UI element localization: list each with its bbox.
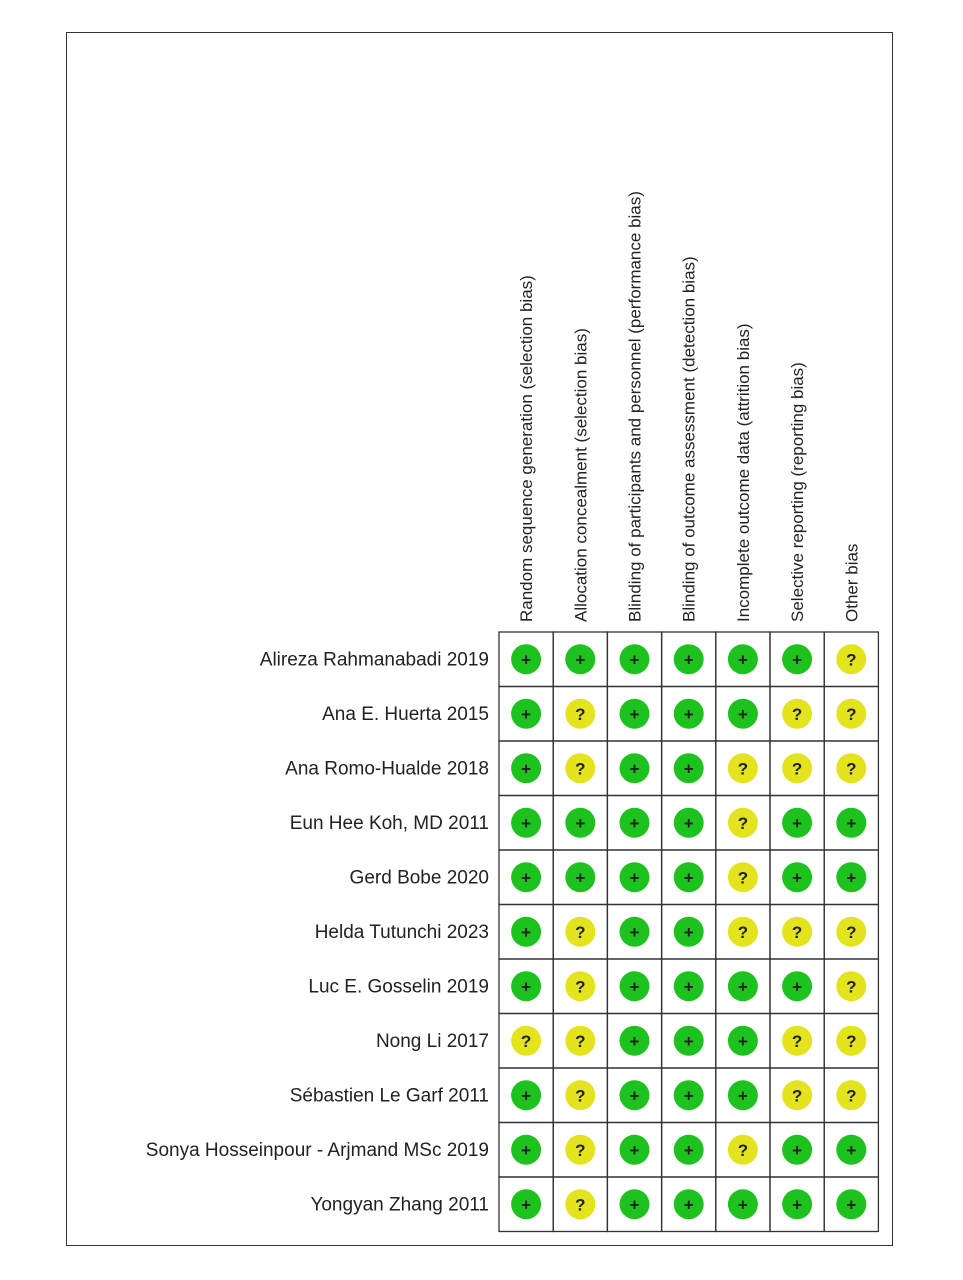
unclear-risk-marker: [782, 917, 812, 947]
low-risk-marker: [674, 1189, 704, 1219]
low-risk-marker: [511, 862, 541, 892]
marker-symbol: ?: [520, 1031, 532, 1051]
marker-symbol: +: [737, 1086, 748, 1106]
marker-symbol: +: [737, 1195, 748, 1215]
low-risk-marker: [782, 1135, 812, 1165]
low-risk-marker: [511, 808, 541, 838]
low-risk-marker: [836, 862, 866, 892]
marker-symbol: +: [629, 1086, 640, 1106]
unclear-risk-marker: [782, 1080, 812, 1110]
low-risk-marker: [674, 1026, 704, 1056]
marker-symbol: +: [521, 922, 532, 942]
low-risk-marker: [728, 1080, 758, 1110]
marker-symbol: ?: [846, 977, 857, 997]
marker-symbol: +: [521, 1195, 532, 1215]
marker-symbol: ?: [575, 1195, 586, 1215]
marker-symbol: +: [629, 1031, 640, 1051]
study-label-2: Ana Romo-Hualde 2018: [285, 758, 489, 780]
domain-header-5: Selective reporting (reporting bias): [788, 362, 808, 622]
study-label-3: Eun Hee Koh, MD 2011: [289, 812, 489, 834]
marker-symbol: +: [683, 704, 694, 724]
low-risk-marker: [728, 971, 758, 1001]
low-risk-marker: [620, 1080, 650, 1110]
unclear-risk-marker: [836, 753, 866, 783]
marker-symbol: +: [737, 977, 748, 997]
marker-symbol: +: [521, 1086, 532, 1106]
marker-symbol: +: [629, 1140, 640, 1160]
low-risk-marker: [836, 1135, 866, 1165]
marker-symbol: +: [792, 650, 803, 670]
unclear-risk-marker: [728, 862, 758, 892]
marker-symbol: +: [629, 868, 640, 888]
domain-headers: [517, 191, 861, 622]
low-risk-marker: [511, 971, 541, 1001]
unclear-risk-marker: [836, 971, 866, 1001]
unclear-risk-marker: [836, 699, 866, 729]
low-risk-marker: [674, 971, 704, 1001]
low-risk-marker: [511, 1135, 541, 1165]
study-label-5: Helda Tutunchi 2023: [314, 921, 489, 943]
domain-header-2: Blinding of participants and personnel (performance bias): [625, 191, 645, 622]
low-risk-marker: [728, 644, 758, 674]
domain-header-1: Allocation concealment (selection bias): [571, 328, 591, 622]
low-risk-marker: [620, 1189, 650, 1219]
marker-symbol: +: [629, 759, 640, 779]
marker-symbol: ?: [575, 1140, 586, 1160]
domain-header-6: Other bias: [842, 543, 862, 622]
study-label-9: Sonya Hosseinpour - Arjmand MSc 2019: [145, 1139, 489, 1161]
low-risk-marker: [620, 808, 650, 838]
low-risk-marker: [782, 971, 812, 1001]
low-risk-marker: [782, 1189, 812, 1219]
unclear-risk-marker: [728, 1135, 758, 1165]
marker-symbol: +: [737, 1031, 748, 1051]
study-label-0: Alireza Rahmanabadi 2019: [259, 649, 489, 671]
low-risk-marker: [674, 1080, 704, 1110]
unclear-risk-marker: [511, 1026, 541, 1056]
marker-symbol: ?: [846, 650, 857, 670]
marker-symbol: ?: [791, 759, 803, 779]
marker-symbol: ?: [575, 1086, 586, 1106]
low-risk-marker: [620, 971, 650, 1001]
study-label-7: Nong Li 2017: [375, 1030, 489, 1052]
marker-symbol: ?: [846, 1031, 857, 1051]
marker-symbol: ?: [575, 977, 586, 997]
low-risk-marker: [620, 644, 650, 674]
low-risk-marker: [728, 699, 758, 729]
low-risk-marker: [565, 862, 595, 892]
low-risk-marker: [565, 644, 595, 674]
marker-symbol: +: [737, 704, 748, 724]
marker-symbol: +: [683, 813, 694, 833]
judgement-grid: [499, 632, 878, 1232]
marker-symbol: +: [846, 868, 857, 888]
marker-symbol: +: [575, 868, 586, 888]
marker-symbol: ?: [737, 813, 749, 833]
marker-symbol: ?: [846, 1086, 857, 1106]
marker-symbol: ?: [575, 704, 586, 724]
marker-symbol: +: [629, 1195, 640, 1215]
unclear-risk-marker: [565, 753, 595, 783]
low-risk-marker: [620, 1135, 650, 1165]
unclear-risk-marker: [565, 971, 595, 1001]
domain-header-0: Random sequence generation (selection bias): [517, 275, 537, 622]
marker-symbol: +: [737, 650, 748, 670]
marker-symbol: ?: [575, 1031, 586, 1051]
marker-symbol: +: [629, 922, 640, 942]
low-risk-marker: [620, 917, 650, 947]
low-risk-marker: [674, 753, 704, 783]
marker-symbol: +: [521, 1140, 532, 1160]
marker-symbol: +: [521, 650, 532, 670]
unclear-risk-marker: [782, 699, 812, 729]
marker-symbol: ?: [846, 704, 857, 724]
marker-symbol: ?: [791, 704, 803, 724]
marker-symbol: ?: [737, 922, 749, 942]
marker-symbol: +: [683, 1140, 694, 1160]
marker-symbol: +: [629, 813, 640, 833]
unclear-risk-marker: [836, 917, 866, 947]
unclear-risk-marker: [728, 753, 758, 783]
study-label-6: Luc E. Gosselin 2019: [308, 976, 489, 998]
low-risk-marker: [782, 644, 812, 674]
unclear-risk-marker: [565, 1135, 595, 1165]
low-risk-marker: [782, 808, 812, 838]
domain-header-4: Incomplete outcome data (attrition bias): [733, 323, 753, 622]
marker-symbol: ?: [791, 922, 803, 942]
marker-symbol: +: [521, 868, 532, 888]
unclear-risk-marker: [782, 1026, 812, 1056]
marker-symbol: ?: [846, 759, 857, 779]
low-risk-marker: [674, 1135, 704, 1165]
low-risk-marker: [511, 1080, 541, 1110]
low-risk-marker: [511, 1189, 541, 1219]
low-risk-marker: [674, 917, 704, 947]
unclear-risk-marker: [565, 917, 595, 947]
study-label-4: Gerd Bobe 2020: [349, 867, 489, 889]
marker-symbol: +: [521, 704, 532, 724]
unclear-risk-marker: [728, 917, 758, 947]
unclear-risk-marker: [565, 1026, 595, 1056]
marker-symbol: +: [521, 813, 532, 833]
marker-symbol: +: [521, 977, 532, 997]
marker-symbol: +: [683, 759, 694, 779]
marker-symbol: +: [683, 650, 694, 670]
marker-symbol: +: [629, 704, 640, 724]
low-risk-marker: [511, 917, 541, 947]
low-risk-marker: [620, 862, 650, 892]
marker-symbol: +: [683, 1031, 694, 1051]
domain-header-3: Blinding of outcome assessment (detection bias): [679, 256, 699, 622]
low-risk-marker: [836, 1189, 866, 1219]
marker-symbol: +: [683, 977, 694, 997]
unclear-risk-marker: [565, 1189, 595, 1219]
marker-symbol: ?: [791, 1086, 803, 1106]
marker-symbol: ?: [575, 922, 586, 942]
marker-symbol: +: [683, 1195, 694, 1215]
marker-symbol: ?: [737, 759, 749, 779]
low-risk-marker: [511, 753, 541, 783]
unclear-risk-marker: [565, 1080, 595, 1110]
marker-symbol: ?: [737, 1140, 749, 1160]
unclear-risk-marker: [782, 753, 812, 783]
low-risk-marker: [674, 862, 704, 892]
study-label-1: Ana E. Huerta 2015: [322, 703, 489, 725]
unclear-risk-marker: [836, 1080, 866, 1110]
marker-symbol: +: [629, 977, 640, 997]
study-label-10: Yongyan Zhang 2011: [310, 1194, 489, 1216]
low-risk-marker: [620, 1026, 650, 1056]
low-risk-marker: [728, 1189, 758, 1219]
unclear-risk-marker: [565, 699, 595, 729]
low-risk-marker: [836, 808, 866, 838]
marker-symbol: +: [683, 868, 694, 888]
low-risk-marker: [511, 699, 541, 729]
study-labels: [146, 649, 489, 1215]
marker-symbol: +: [575, 813, 586, 833]
marker-symbol: ?: [791, 1031, 803, 1051]
low-risk-marker: [565, 808, 595, 838]
marker-symbol: +: [792, 1140, 803, 1160]
low-risk-marker: [728, 1026, 758, 1056]
marker-symbol: +: [846, 1195, 857, 1215]
unclear-risk-marker: [836, 1026, 866, 1056]
marker-symbol: +: [846, 1140, 857, 1160]
marker-symbol: +: [683, 1086, 694, 1106]
marker-symbol: ?: [737, 868, 749, 888]
marker-symbol: ?: [575, 759, 586, 779]
marker-symbol: +: [792, 977, 803, 997]
marker-symbol: +: [846, 813, 857, 833]
low-risk-marker: [620, 753, 650, 783]
low-risk-marker: [674, 644, 704, 674]
marker-symbol: +: [575, 650, 586, 670]
low-risk-marker: [620, 699, 650, 729]
marker-symbol: ?: [846, 922, 857, 942]
marker-symbol: +: [792, 868, 803, 888]
marker-symbol: +: [521, 759, 532, 779]
low-risk-marker: [782, 862, 812, 892]
low-risk-marker: [674, 699, 704, 729]
marker-symbol: +: [683, 922, 694, 942]
study-label-8: Sébastien Le Garf 2011: [289, 1085, 489, 1107]
marker-symbol: +: [792, 813, 803, 833]
low-risk-marker: [511, 644, 541, 674]
marker-symbol: +: [629, 650, 640, 670]
low-risk-marker: [674, 808, 704, 838]
unclear-risk-marker: [728, 808, 758, 838]
unclear-risk-marker: [836, 644, 866, 674]
marker-symbol: +: [792, 1195, 803, 1215]
